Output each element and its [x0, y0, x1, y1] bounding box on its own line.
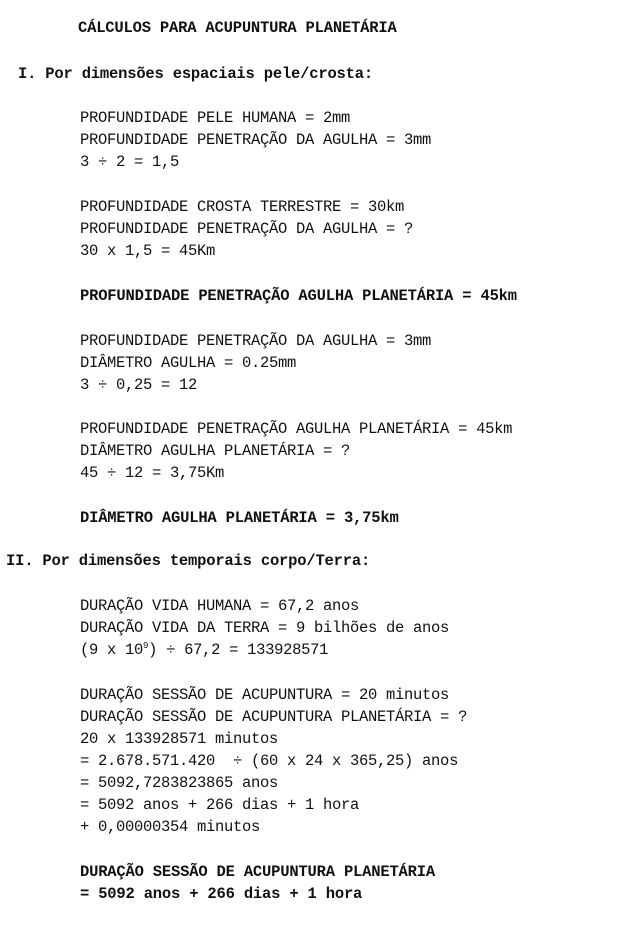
result-diameter: DIÂMETRO AGULHA PLANETÁRIA = 3,75km [80, 509, 399, 527]
page-title: CÁLCULOS PARA ACUPUNTURA PLANETÁRIA [78, 19, 397, 37]
text-line: 30 x 1,5 = 45Km [80, 242, 216, 260]
text-line: PROFUNDIDADE PENETRAÇÃO DA AGULHA = 3mm [80, 332, 432, 350]
result-duration-value: = 5092 anos + 266 dias + 1 hora [80, 885, 363, 903]
text-line: PROFUNDIDADE PENETRAÇÃO DA AGULHA = ? [80, 220, 414, 238]
text-line: 45 ÷ 12 = 3,75Km [80, 464, 225, 482]
formula-exponent: 9 [143, 641, 149, 651]
text-line: 3 ÷ 2 = 1,5 [80, 153, 180, 171]
text-line: = 5092,7283823865 anos [80, 774, 279, 792]
text-line: DURAÇÃO VIDA DA TERRA = 9 bilhões de anos [80, 619, 450, 637]
text-line: DIÂMETRO AGULHA PLANETÁRIA = ? [80, 442, 351, 460]
text-line: PROFUNDIDADE PELE HUMANA = 2mm [80, 109, 351, 127]
result-depth: PROFUNDIDADE PENETRAÇÃO AGULHA PLANETÁRIA = 45km [80, 287, 517, 305]
section-heading-temporal: II. Por dimensões temporais corpo/Terra: [6, 552, 371, 570]
text-line: = 5092 anos + 266 dias + 1 hora [80, 796, 360, 814]
text-line: PROFUNDIDADE CROSTA TERRESTRE = 30km [80, 198, 405, 216]
result-duration-label: DURAÇÃO SESSÃO DE ACUPUNTURA PLANETÁRIA [80, 863, 435, 881]
formula-line [80, 640, 328, 660]
text-line: PROFUNDIDADE PENETRAÇÃO DA AGULHA = 3mm [80, 131, 432, 149]
text-line: PROFUNDIDADE PENETRAÇÃO AGULHA PLANETÁRIA = 45km [80, 420, 513, 438]
text-line: 3 ÷ 0,25 = 12 [80, 376, 198, 394]
text-line: DURAÇÃO SESSÃO DE ACUPUNTURA = 20 minutos [80, 686, 450, 704]
text-line: + 0,00000354 minutos [80, 818, 261, 836]
formula-post: ) ÷ 67,2 = 133928571 [148, 641, 329, 659]
text-line: = 2.678.571.420 ÷ (60 x 24 x 365,25) anos [80, 752, 459, 770]
section-heading-spatial: I. Por dimensões espaciais pele/crosta: [18, 65, 373, 83]
text-line: DIÂMETRO AGULHA = 0.25mm [80, 354, 297, 372]
text-line: 20 x 133928571 minutos [80, 730, 279, 748]
text-line: DURAÇÃO SESSÃO DE ACUPUNTURA PLANETÁRIA = ? [80, 708, 468, 726]
text-line: DURAÇÃO VIDA HUMANA = 67,2 anos [80, 597, 360, 615]
formula-pre: (9 x 10 [80, 641, 144, 659]
